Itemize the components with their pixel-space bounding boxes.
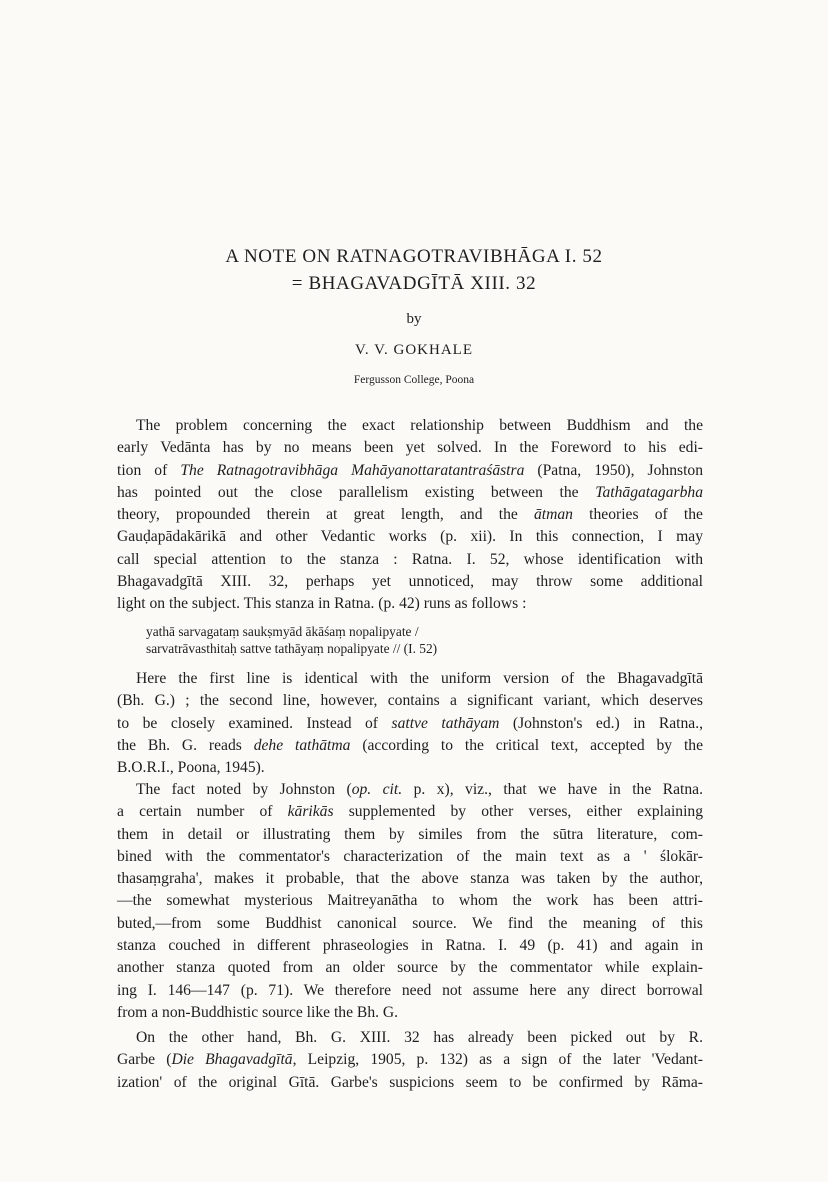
text-line: buted,—from some Buddhist canonical source. We find the meaning of this: [117, 914, 703, 932]
text-line: Here the first line is identical with the uniform version of the Bhagavadgītā: [136, 670, 703, 687]
text-line: light on the subject. This stanza in Ratna. (p. 42) runs as follows :: [117, 595, 527, 613]
text-line: On the other hand, Bh. G. XIII. 32 has already been picked out by R.: [136, 1029, 703, 1046]
text-line: tion of The Ratnagotravibhāga Mahāyanottaratantraśāstra (Patna, 1950), Johnston: [117, 461, 703, 479]
text-line: has pointed out the close parallelism existing between the Tathāgatagarbha: [117, 483, 703, 501]
paragraph-1: [117, 415, 703, 616]
text-line: (Bh. G.) ; the second line, however, contains a significant variant, which deserves: [117, 692, 703, 710]
paragraph-2: [117, 668, 703, 779]
text-line: them in detail or illustrating them by similes from the sūtra literature, com-: [117, 825, 703, 843]
text-line: The problem concerning the exact relationship between Buddhism and the: [136, 417, 703, 434]
byline: by: [406, 311, 422, 327]
title-line-2: = BHAGAVADGĪTĀ XIII. 32: [291, 273, 537, 294]
text-line: thasaṃgraha', makes it probable, that the above stanza was taken by the author,: [117, 870, 703, 888]
author-affiliation: Fergusson College, Poona: [353, 374, 475, 386]
text-line: ization' of the original Gītā. Garbe's suspicions seem to be confirmed by Rāma-: [117, 1073, 703, 1091]
text-line: early Vedānta has by no means been yet solved. In the Foreword to his edi-: [117, 439, 703, 457]
text-line: theory, propounded therein at great length, and the ātman theories of the: [117, 506, 703, 524]
text-line: Gauḍapādakārikā and other Vedantic works (p. xii). In this connection, I may: [117, 528, 703, 546]
paragraph-3: [117, 779, 703, 1024]
text-line: Garbe (Die Bhagavadgītā, Leipzig, 1905, p. 132) as a sign of the later 'Vedant-: [117, 1051, 703, 1069]
text-line: a certain number of kārikās supplemented by other verses, either explaining: [117, 803, 703, 821]
text-line: Bhagavadgītā XIII. 32, perhaps yet unnoticed, may throw some additional: [117, 573, 703, 591]
text-line: call special attention to the stanza : Ratna. I. 52, whose identification with: [117, 550, 703, 568]
text-line: from a non-Buddhistic source like the Bh. G.: [117, 1003, 399, 1021]
title-line-1: A NOTE ON RATNAGOTRAVIBHĀGA I. 52: [225, 246, 603, 267]
stanza-line: yathā sarvagataṃ saukṣmyād ākāśaṃ nopalipyate /: [146, 624, 419, 639]
stanza-line: sarvatrāvasthitaḥ sattve tathāyaṃ nopalipyate // (I. 52): [146, 641, 438, 656]
text-line: stanza couched in different phraseologies in Ratna. I. 49 (p. 41) and again in: [117, 937, 703, 955]
text-line: —the somewhat mysterious Maitreyanātha to whom the work has been attri-: [117, 892, 703, 910]
text-line: bined with the commentator's characterization of the main text as a ' ślokār-: [117, 847, 703, 865]
text-line: the Bh. G. reads dehe tathātma (according to the critical text, accepted by the: [117, 736, 703, 754]
text-line: B.O.R.I., Poona, 1945).: [117, 759, 265, 777]
text-line: to be closely examined. Instead of sattve tathāyam (Johnston's ed.) in Ratna.,: [117, 714, 703, 732]
text-line: The fact noted by Johnston (op. cit. p. x), viz., that we have in the Ratna.: [136, 781, 703, 798]
text-line: ing I. 146—147 (p. 71). We therefore need not assume here any direct borrowal: [117, 981, 703, 999]
author-name: V. V. GOKHALE: [354, 342, 473, 358]
text-line: another stanza quoted from an older source by the commentator while explain-: [117, 959, 703, 977]
paragraph-4: [117, 1027, 703, 1094]
stanza-quote: [146, 623, 646, 657]
